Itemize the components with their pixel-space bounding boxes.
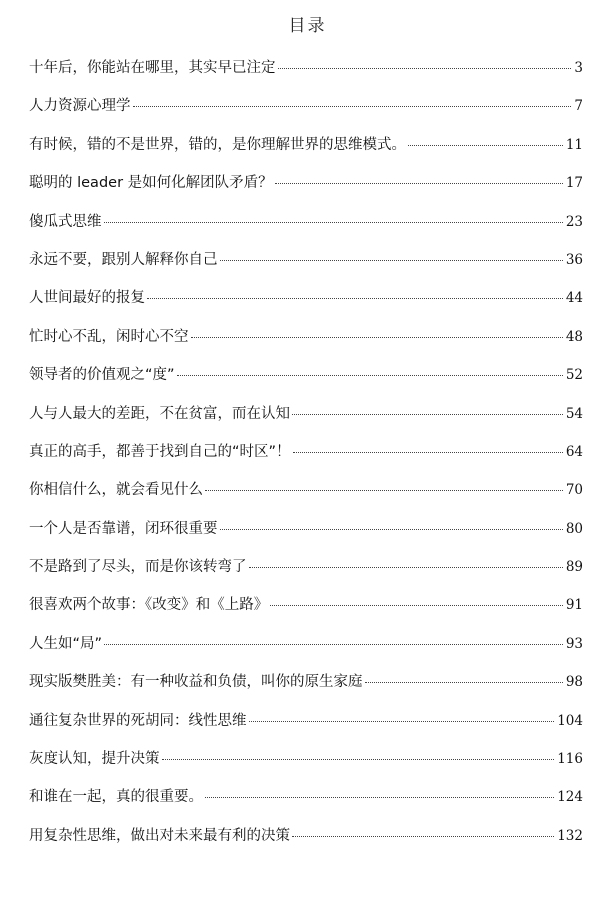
toc-page-number[interactable]: 64 (565, 443, 583, 460)
toc-entry[interactable] (29, 402, 583, 440)
toc-entry[interactable] (29, 210, 583, 248)
toc-page-number[interactable]: 132 (557, 827, 583, 844)
toc-page-number[interactable]: 3 (574, 60, 583, 76)
toc-entry[interactable] (29, 785, 583, 823)
toc-entry-title[interactable]: 十年后，你能站在哪里，其实早已注定 (29, 60, 276, 76)
toc-page-number[interactable]: 98 (565, 674, 583, 691)
toc-dot-leader (133, 105, 572, 107)
toc-entry-title[interactable]: 永远不要，跟别人解释你自己 (29, 251, 218, 268)
toc-entry-title[interactable]: 用复杂性思维，做出对未来最有利的决策 (29, 827, 290, 844)
toc-dot-leader (104, 643, 563, 645)
toc-dot-leader (147, 297, 563, 299)
toc-dot-leader (249, 720, 555, 722)
toc-entry[interactable] (29, 94, 583, 132)
toc-entry[interactable] (29, 363, 583, 401)
toc-page-number[interactable]: 80 (565, 520, 583, 537)
toc-dot-leader (205, 796, 554, 798)
toc-entry-title[interactable]: 现实版樊胜美：有一种收益和负债，叫你的原生家庭 (29, 674, 363, 691)
toc-page-number[interactable]: 124 (557, 789, 583, 806)
toc-entry-title[interactable]: 聪明的 leader 是如何化解团队矛盾？ (29, 175, 273, 192)
toc-page-number[interactable]: 104 (557, 712, 583, 729)
toc-entry[interactable] (29, 593, 583, 631)
toc-page-number[interactable]: 54 (565, 405, 583, 422)
toc-dot-leader (104, 221, 563, 223)
toc-entry-title[interactable]: 忙时心不乱，闲时心不空 (29, 328, 189, 345)
toc-dot-leader (220, 259, 563, 261)
toc-entry-title[interactable]: 不是路到了尽头，而是你该转弯了 (29, 559, 247, 576)
toc-dot-leader (177, 374, 563, 376)
toc-page-number[interactable]: 44 (565, 290, 583, 307)
toc-dot-leader (365, 681, 563, 683)
toc-page-number[interactable]: 70 (565, 482, 583, 499)
toc-entry[interactable] (29, 171, 583, 209)
toc-entry-title[interactable]: 和谁在一起，真的很重要。 (29, 789, 203, 806)
toc-entry-title[interactable]: 人与人最大的差距，不在贫富，而在认知 (29, 405, 290, 422)
toc-entry[interactable] (29, 747, 583, 785)
toc-entry-title[interactable]: 一个人是否靠谱，闭环很重要 (29, 520, 218, 537)
toc-page-number[interactable]: 116 (557, 751, 583, 768)
toc-list (29, 56, 583, 862)
toc-dot-leader (408, 144, 563, 146)
toc-entry-title[interactable]: 傻瓜式思维 (29, 213, 102, 230)
toc-dot-leader (293, 451, 563, 453)
toc-page-number[interactable]: 89 (565, 559, 583, 576)
toc-page-number[interactable]: 91 (565, 597, 583, 614)
toc-entry-title[interactable]: 很喜欢两个故事：《改变》和《上路》 (29, 597, 269, 614)
toc-entry[interactable] (29, 824, 583, 862)
toc-entry-title[interactable]: 人生如“局” (29, 635, 103, 652)
toc-dot-leader (205, 489, 563, 491)
toc-entry-title[interactable]: 领导者的价值观之“度” (29, 367, 175, 384)
toc-dot-leader (275, 182, 563, 184)
toc-entry[interactable] (29, 325, 583, 363)
toc-entry[interactable] (29, 56, 583, 94)
toc-entry-title[interactable]: 人世间最好的报复 (29, 290, 145, 307)
toc-entry-title[interactable]: 通往复杂世界的死胡同：线性思维 (29, 712, 247, 729)
toc-entry[interactable] (29, 248, 583, 286)
toc-entry-title[interactable]: 你相信什么，就会看见什么 (29, 482, 203, 499)
toc-page-number[interactable]: 48 (565, 328, 583, 345)
toc-page-number[interactable]: 52 (565, 367, 583, 384)
toc-entry-title[interactable]: 有时候，错的不是世界，错的，是你理解世界的思维模式。 (29, 136, 406, 153)
toc-entry[interactable] (29, 517, 583, 555)
toc-entry[interactable] (29, 440, 583, 478)
toc-page-number[interactable]: 7 (574, 98, 583, 115)
toc-entry-title[interactable]: 灰度认知，提升决策 (29, 751, 160, 768)
toc-dot-leader (270, 604, 563, 606)
toc-dot-leader (162, 758, 555, 760)
toc-dot-leader (278, 67, 572, 69)
toc-entry[interactable] (29, 709, 583, 747)
toc-heading: 目录 (288, 16, 327, 36)
toc-entry-title[interactable]: 真正的高手，都善于找到自己的“时区”！ (29, 443, 291, 460)
toc-entry[interactable] (29, 286, 583, 324)
toc-dot-leader (191, 336, 563, 338)
toc-dot-leader (292, 413, 563, 415)
toc-page-number[interactable]: 17 (565, 175, 583, 192)
toc-page-number[interactable]: 93 (565, 635, 583, 652)
toc-entry[interactable] (29, 555, 583, 593)
toc-entry[interactable] (29, 670, 583, 708)
toc-entry[interactable] (29, 632, 583, 670)
toc-entry[interactable] (29, 478, 583, 516)
toc-dot-leader (292, 835, 554, 837)
toc-entry-title[interactable]: 人力资源心理学 (29, 98, 131, 115)
toc-page-number[interactable]: 11 (565, 136, 583, 153)
toc-page-number[interactable]: 36 (565, 251, 583, 268)
toc-page-number[interactable]: 23 (565, 213, 583, 230)
toc-entry[interactable] (29, 133, 583, 171)
toc-dot-leader (249, 566, 563, 568)
toc-dot-leader (220, 528, 563, 530)
